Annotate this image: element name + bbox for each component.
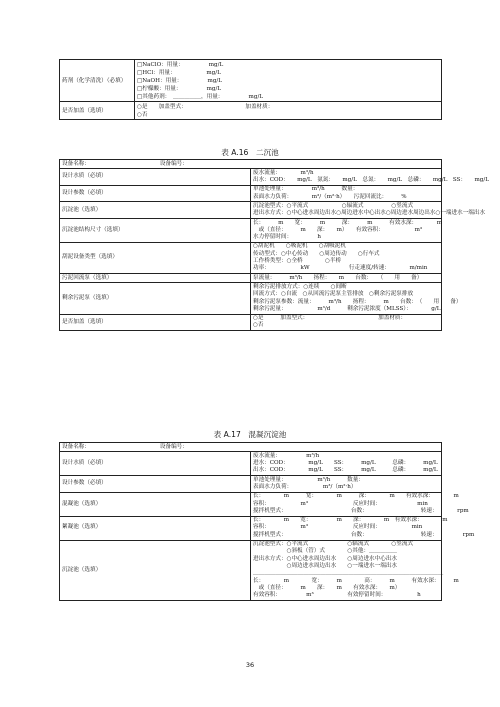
row-label: 污泥回流泵（选填） — [60, 274, 251, 283]
field-line: 回流方式：○自流 ○从回流污泥泵主管排放 ○剩余污泥泵排放 — [253, 291, 414, 298]
field-line: 剩余污泥排放方式：○连续 ○间断 — [253, 283, 347, 290]
table-row — [60, 476, 442, 493]
field-line: 废水流量： m³/h — [253, 452, 320, 459]
row-label: 设计参数（必填） — [60, 185, 251, 202]
field-line: 进出水方式：○中心进水周边出水○周边进水中心出水○周边进水周边出水○一端进水一端出水 — [253, 210, 486, 217]
field-line: 水力停留时间： h — [253, 234, 321, 241]
field-line: 剩余污泥泵参数：流量： m³/h 扬程： m 台数： （ 用 备） — [253, 298, 462, 305]
table-prev — [59, 59, 442, 120]
row-label: 絮凝池（选填） — [60, 516, 251, 540]
row-content — [251, 219, 442, 243]
table-caption: 表 A.16 二沉池 — [221, 148, 279, 157]
table-caption: 表 A.17 混凝沉淀池 — [213, 430, 287, 439]
table-row — [60, 314, 442, 331]
field-line: 进出水方式：○中心进水周边出水 ○周边进水中心出水 — [253, 555, 398, 562]
row-content — [251, 202, 486, 219]
table-header-row — [60, 160, 442, 169]
row-content — [251, 169, 489, 186]
table-a17 — [59, 442, 475, 601]
table-row — [60, 202, 442, 219]
row-label: 刮泥设备类型（选填） — [60, 242, 251, 273]
field-line: □柠檬酸：用量： mg/L — [137, 85, 222, 92]
row-content — [251, 540, 459, 600]
field-line: 单池处理量： m³/h 数量： — [253, 186, 359, 193]
field-line: 容积： m³ 反应时间： min — [253, 524, 423, 531]
field-line: ○斜板（管）式 ○其他：＿＿＿＿＿ — [253, 548, 398, 555]
table-row — [60, 492, 442, 516]
field-line: 表面水力负荷： m³/（m²·h） — [253, 483, 357, 490]
row-content — [251, 242, 442, 273]
row-content — [251, 492, 469, 516]
table-a16 — [59, 159, 489, 331]
field-line: 传动型式：○中心传动 ○周边传动 ○行车式 — [253, 250, 380, 257]
field-line: 长： m 宽： m 深： m 有效水深： m — [253, 493, 459, 500]
field-line: 泵流量： m³/h 扬程： m 台数： （ 用 备） — [253, 274, 423, 281]
table-row — [60, 283, 442, 314]
table-row — [60, 102, 442, 120]
field-line: 进水：COD： mg/L SS： mg/L 总磷： mg/L — [253, 460, 438, 467]
row-label: 剩余污泥泵（选填） — [60, 283, 251, 314]
row-label: 混凝池（选填） — [60, 492, 251, 516]
row-label: 设计水质（必填） — [60, 169, 251, 186]
field-line: 搅拌机型式： 台数： 转速： rpm — [253, 507, 469, 514]
field-line: 剩余污泥量： m³/d 剩余污泥浓度（MLSS）： g/L — [253, 305, 441, 312]
table-header-row — [60, 443, 442, 452]
field-line: 废水流量： m³/h — [253, 169, 314, 176]
field-line: 或（直径： m 深： m） 有效容积： m³ — [253, 226, 423, 233]
field-line: ○否 — [137, 111, 148, 118]
row-content — [251, 283, 462, 314]
field-line: 有效容积： m³ 有效停留时间： h — [253, 592, 421, 599]
row-label: 设计参数（必填） — [60, 476, 251, 493]
row-label: 沉淀池结构尺寸（选填） — [60, 219, 251, 243]
field-line: 长： m 宽： m 深： m 有效水深： m — [253, 517, 448, 524]
field-line: ○刮泥机 ○吸泥机 ○刮吸泥机 — [253, 243, 346, 250]
header-cell: 设备名称： 设备编号： — [60, 443, 442, 452]
field-line: 出水：COD： mg/L SS： mg/L 总磷： mg/L — [253, 467, 438, 474]
field-line: □NaOH：用量： mg/L — [137, 77, 223, 84]
field-line: ○周边进水周边出水 ○一端进水一端出水 — [253, 562, 398, 569]
row-content — [251, 452, 442, 476]
field-line: □HCl：用量： mg/L — [137, 69, 221, 76]
field-line: □其他药剂： ＿＿＿＿＿，用量： mg/L — [137, 93, 264, 100]
field-line: 表面水力负荷： m³/（m²·h） 污泥回流比： % — [253, 193, 407, 200]
table-row — [60, 274, 442, 283]
field-line: ○是 加盖型式： 加盖材质： — [137, 103, 274, 110]
page-number: 36 — [245, 661, 255, 669]
row-content — [251, 274, 442, 283]
field-line: 长： m 宽： m 深： m 有效水深： m — [253, 219, 443, 226]
table-row — [60, 452, 442, 476]
row-label: 是否加盖（选填） — [60, 314, 251, 331]
row-label: 是否加盖（选填） — [60, 102, 135, 120]
field-line: 工作桥类型：○全桥 ○半桥 — [253, 258, 342, 265]
field-line: 长： m 宽： m 高： m 有效水深： m — [253, 577, 459, 584]
table-row — [60, 516, 442, 540]
field-line: □NaClO：用量： mg/L — [137, 61, 224, 68]
field-line: ○否 — [253, 322, 264, 329]
field-line: 或（直径： m 深： m 有效水深： m） — [253, 584, 401, 591]
table-row — [60, 540, 442, 600]
field-line: ○是 加盖型式： 加盖材质： — [253, 315, 407, 322]
row-label: 沉淀池（选填） — [60, 540, 251, 600]
field-line: 出水：COD： mg/L 氨氮： mg/L 总氮： mg/L 总磷： mg/L SS： mg/L — [253, 177, 489, 184]
table-row — [60, 60, 442, 102]
field-line: 搅拌机型式： 台数： 转速： rpm — [253, 531, 475, 538]
row-content — [135, 60, 442, 102]
row-content — [135, 102, 442, 120]
row-content — [251, 185, 442, 202]
row-content — [251, 314, 442, 331]
row-label: 设计水质（必填） — [60, 452, 251, 476]
field-line: ＿＿＿＿＿＿＿＿＿＿＿＿＿＿＿＿＿＿＿＿＿＿＿＿＿＿＿＿＿＿＿＿＿＿ — [253, 570, 444, 577]
table-row — [60, 169, 442, 186]
row-content — [251, 476, 442, 493]
field-line: 容积： m³ 反应时间： min — [253, 500, 428, 507]
header-cell: 设备名称： 设备编号： — [60, 160, 442, 169]
field-line: 单池处理量： m³/h 数量： — [253, 476, 364, 483]
field-line: 沉淀池型式：○平流式 ○辐流式 ○竖流式 — [253, 541, 414, 548]
table-row — [60, 185, 442, 202]
row-content — [251, 516, 475, 540]
field-line: 沉淀池型式：○平流式 ○辐流式 ○竖流式 — [253, 202, 414, 209]
field-line: 功率： kW 行走速度/转速： m/min — [253, 265, 428, 272]
row-label: 沉淀池（选填） — [60, 202, 251, 219]
table-row — [60, 219, 442, 243]
row-label: 药剂（化学清洗）（必填） — [60, 60, 135, 102]
table-row — [60, 242, 442, 273]
